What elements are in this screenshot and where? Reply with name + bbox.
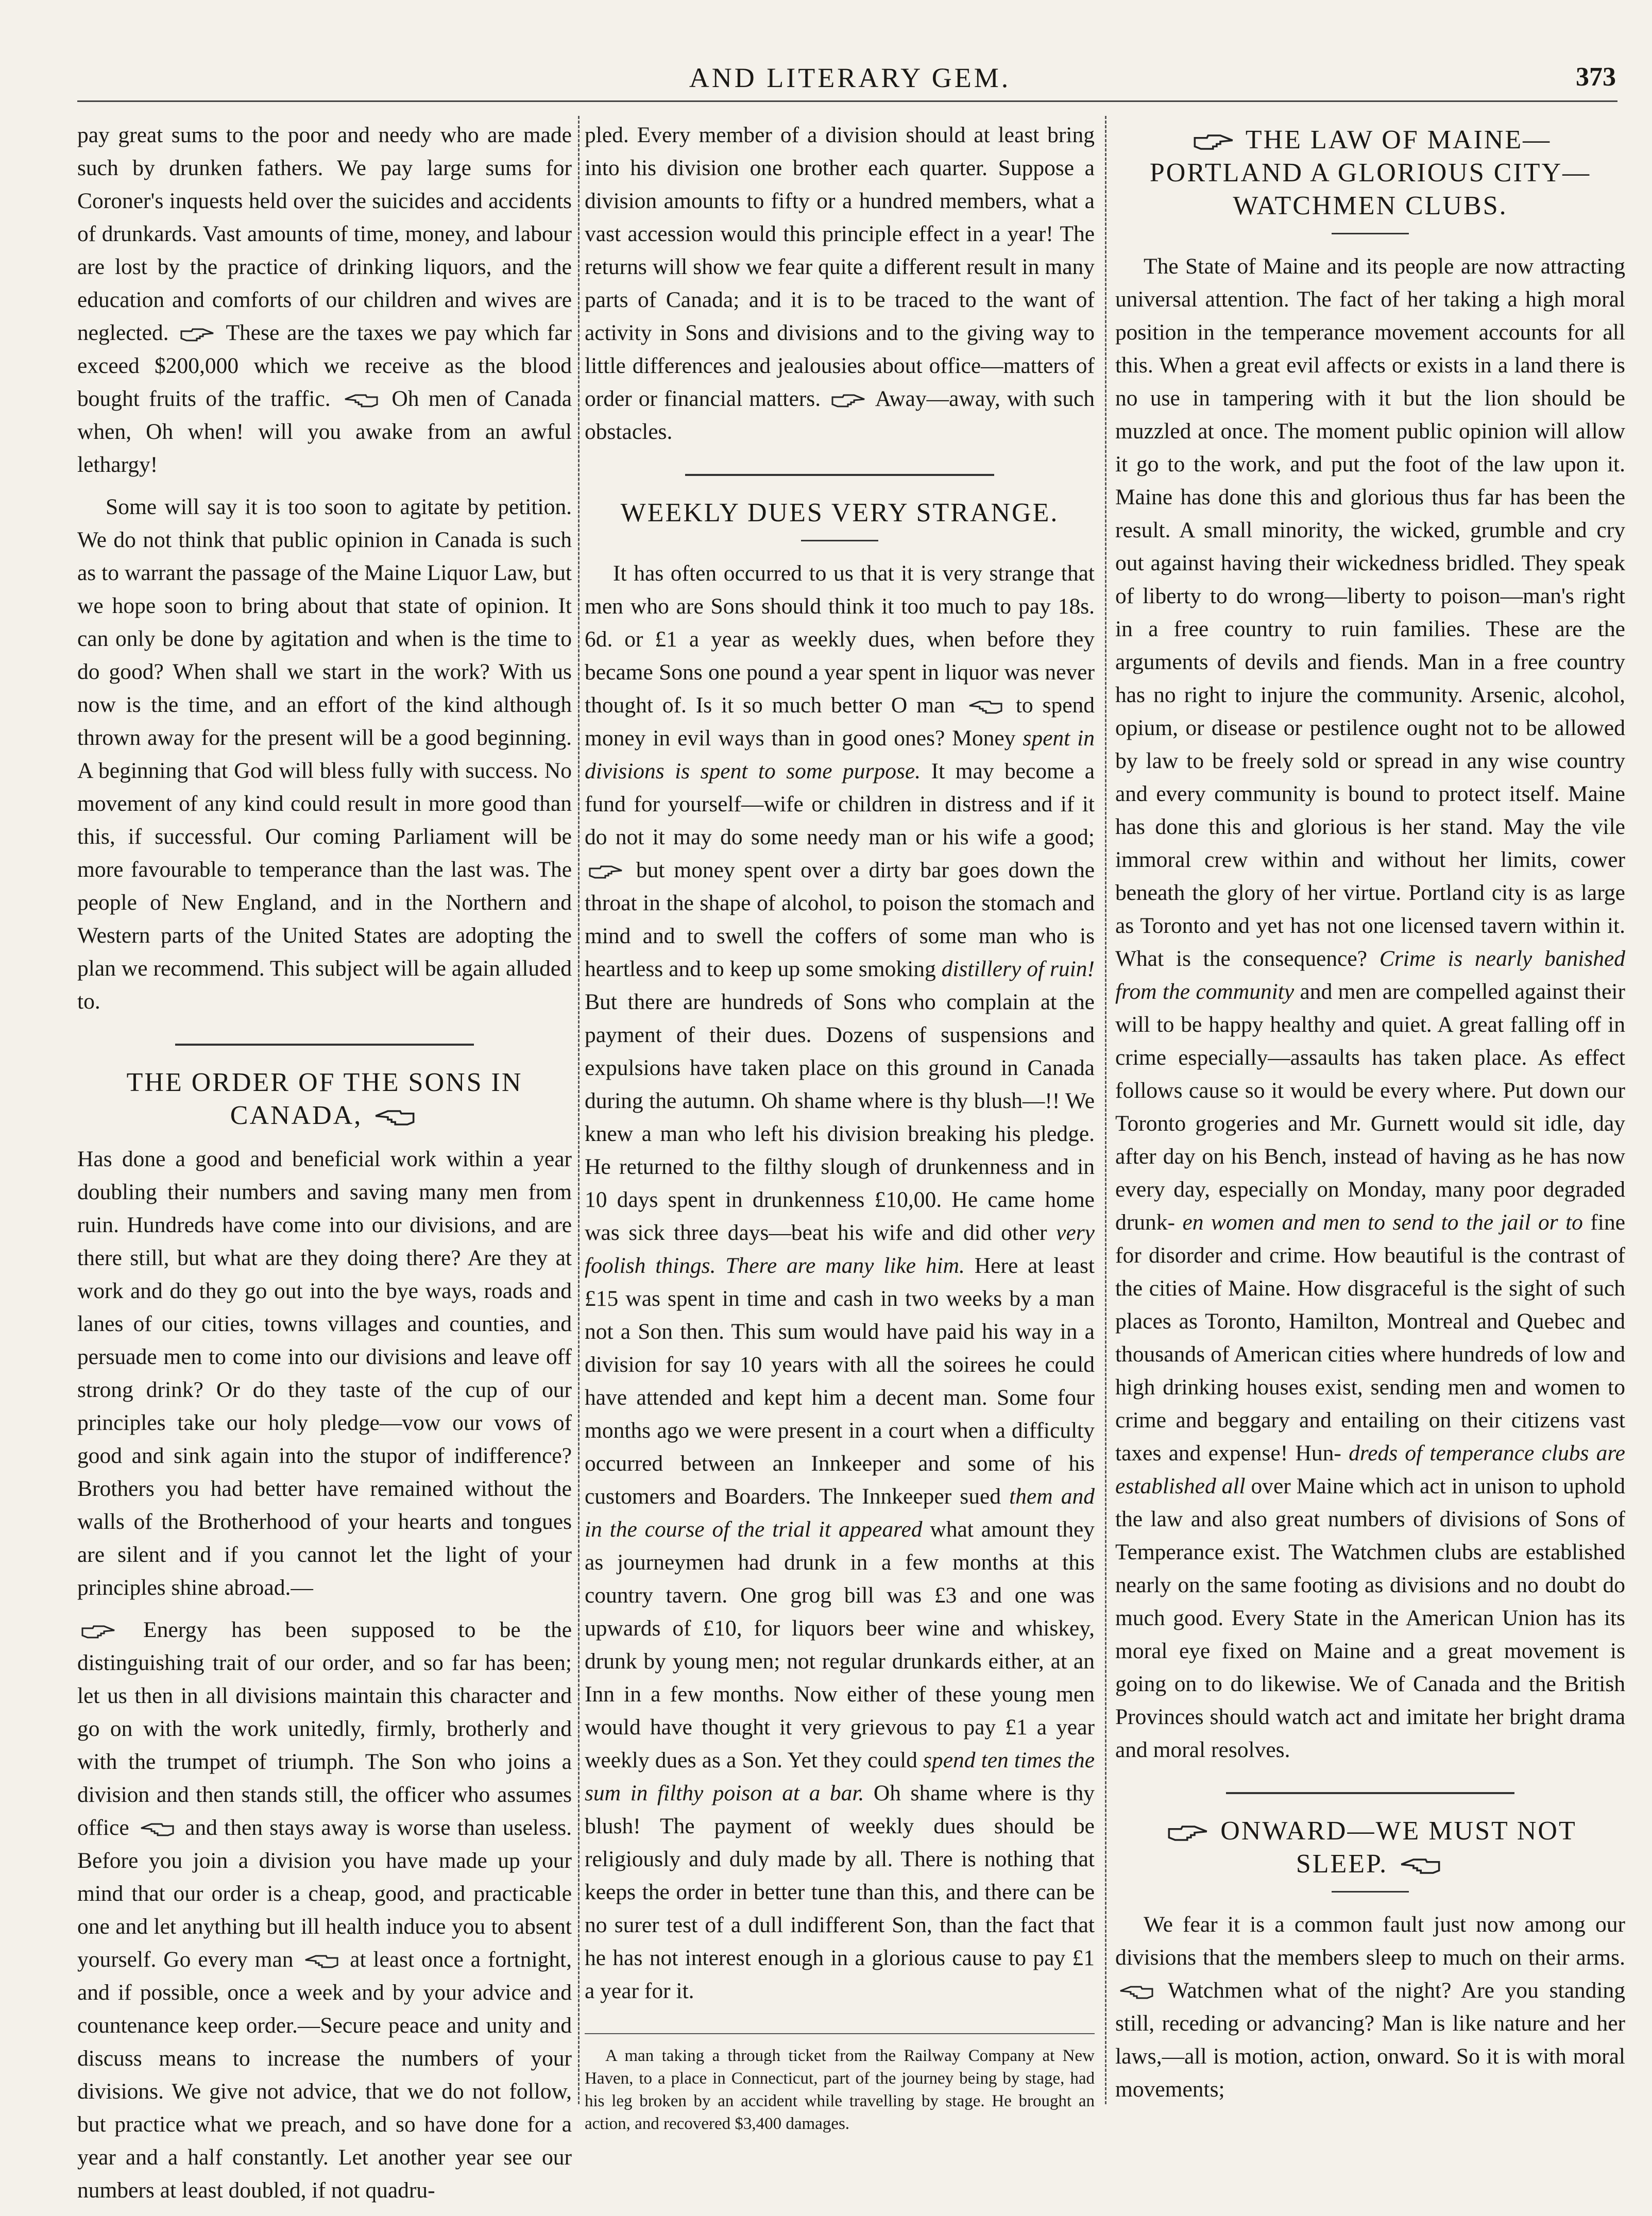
text-run: over Maine which act in unison to uphold the law and also great numbers of divisions of Sons of Temperance exist. The Watchmen clubs are established nearly on the same footing as divisions and no doubt do much good. Every State in the American Union has its moral eye fixed on Maine and a great movement is going on to do likewise. We of Canada and the British Provinces should watch act and imitate her bright drama and moral resolves. xyxy=(1115,1474,1626,1762)
text-run: It may become a fund for yourself—wife or children in distress and if it do not it may do some needy man or his wife a good; xyxy=(585,759,1095,849)
pointing-hand-left-icon xyxy=(1119,1985,1153,2000)
column-3 xyxy=(1115,118,1625,2115)
text-run: pay great sums to the poor and needy who are made such by drunken fathers. We pay large sums for Coroner's inquests held over the suicides and accidents of drunkards. Vast amounts of time, money, and labour are lost by the practice of drinking liquors, and the education and comforts of our children and wives are neglected. xyxy=(77,123,572,345)
text-run: and men are compelled against their will to be happy healthy and quiet. A great falling off in crime especially—assaults has taken place. As effect follows cause so it would be every where. Put down our Toronto grogeries and Mr. Gurnett would sit idle, day after day on his Bench, instead of having as he has now every day, especially on Monday, many poor degraded drunk- xyxy=(1115,979,1625,1235)
page-number: 373 xyxy=(1576,62,1616,92)
footnote: A man taking a through ticket from the Railway Company at New Haven, to a place in Connecticut, part of the journey being by stage, had his leg broken by an accident while travelling by stage. He brought an action, and recovered $3,400 damages. xyxy=(585,2047,1095,2133)
text-run: to spend money in evil ways than in good ones? Money xyxy=(585,693,1095,751)
text-run: It has often occurred to us that it is very strange that men who are Sons should think it too much to pay 18s. 6d. or £1 a year as weekly dues, when before they became Sons one pound a year spent in liquor was never thought of. Is it so much better O man xyxy=(585,561,1095,718)
italic-run: Crime is nearly banished from the community xyxy=(1115,946,1625,1004)
paragraph xyxy=(585,118,1095,448)
italic-run: spent in divisions is spent to some purpose. xyxy=(585,726,1095,783)
italic-run: dreds of temperance clubs are established all xyxy=(1115,1441,1625,1498)
footnote-rule xyxy=(585,2033,1095,2034)
italic-run: them and in the course of the trial it appeared xyxy=(585,1484,1095,1542)
text-run: Oh shame where is thy blush! The payment of weekly dues should be religiously and duly made by all. There is nothing that keeps the order in better tune than this, and there can be no surer test of a dull indifferent Son, than the fact that he has not interest enough in a glorious cause to pay £1 a year for it. xyxy=(585,1781,1095,2003)
section-rule xyxy=(685,474,994,476)
pointing-hand-left-icon xyxy=(374,1109,415,1127)
column-divider-2 xyxy=(1105,116,1106,2104)
heading-text: ONWARD—WE MUST NOT SLEEP. xyxy=(1220,1816,1577,1879)
pointing-hand-right-icon xyxy=(589,864,623,880)
text-run: what amount they as journeymen had drunk in a few months at this country tavern. One grog bill was £3 and one was upwards of £10, for liquors beer wine and whiskey, drunk by young men; not regular drunkards either, at an Inn in a few months. Now either of these young men would have thought it very grievous to pay £1 a year weekly dues as a Son. Yet they could xyxy=(585,1517,1095,1772)
italic-run: spend ten times the sum in filthy poison at a bar. xyxy=(585,1748,1095,1805)
text-run: at least once a fortnight, and if possible, once a week and by your advice and countenance keep order.—Secure peace and unity and discuss means to increase the numbers of your divisions. We give not advice, that we do not follow, but practice what we preach, and so have done for a year and a half constantly. Let another year see our numbers at least doubled, if not quadru- xyxy=(77,1947,572,2203)
section-rule xyxy=(1226,1792,1514,1794)
section-rule xyxy=(175,1044,474,1046)
paragraph xyxy=(77,118,572,481)
pointing-hand-left-icon xyxy=(968,700,1002,715)
text-run: We fear it is a common fault just now among our divisions that the members sleep to much on their arms. xyxy=(1115,1912,1625,1970)
text-run: but money spent over a dirty bar goes down the throat in the shape of alcohol, to poison the stomach and mind and to swell the coffers of some man who is heartless and to keep up some smoking xyxy=(585,858,1095,981)
text-run: fine for disorder and crime. How beautiful is the contrast of the cities of Maine. How disgraceful is the sight of such places as Toronto, Hamilton, Montreal and Quebec and thousands of American cities where hundreds of low and high drinking houses exist, sending men and women to crime and beggary and entailing on their citizens vast taxes and expense! Hun- xyxy=(1115,1210,1626,1465)
paragraph: Some will say it is too soon to agitate by petition. We do not think that public opinion in Canada is such as to warrant the passage of the Maine Liquor Law, but we hope soon to bring about that state of opinion. It can only be done by agitation and when is the time to do good? When shall we start in the work? With us now is the time, and an effort of the kind although thrown away for the present will be a good beginning. A beginning that God will bless fully with success. No movement of any kind could result in more good than this, if successful. Our coming Parliament will be more favourable to temperance than the last was. The people of New England, and in the Northern and Western parts of the United States are adopting the plan we recommend. This subject will be again alluded to. xyxy=(77,495,572,1014)
text-run: Energy has been supposed to be the distinguishing trait of our order, and so far has been; let us then in all divisions maintain this character and go on with the work unitedly, firmly, brotherly and with the trumpet of triumph. The Son who joins a division and then stands still, the officer who assumes office xyxy=(77,1617,572,1840)
text-run: These are the taxes we pay which far exceed $200,000 which we receive as the blood bought fruits of the traffic. xyxy=(77,320,572,411)
text-run: pled. Every member of a division should at least bring into his division one brother each quarter. Suppose a division amounts to fifty or a hundred members, what a vast accession would this principle effect in a year! The returns will show we fear quite a different result in many parts of Canada; and it is to be traced to the want of activity in Sons and divisions and to the giving way to little differences and jealousies about office—matters of order or financial matters. xyxy=(585,123,1095,411)
pointing-hand-right-icon xyxy=(1194,133,1234,151)
italic-run: distillery of ruin! xyxy=(941,957,1095,981)
pointing-hand-left-icon xyxy=(344,393,378,408)
column-2 xyxy=(585,118,1095,2135)
paragraph xyxy=(1115,250,1625,1766)
text-run: Watchmen what of the night? Are you standing still, receding or advancing? Man is like nature and her laws,—all is motion, action, onward. So it is with moral movements; xyxy=(1115,1978,1625,2102)
paragraph xyxy=(585,557,1095,2007)
paragraph xyxy=(77,1613,572,2207)
text-run: The State of Maine and its people are now attracting universal attention. The fact of her taking a high moral position in the temperance movement accounts for all this. When a great evil affects or exists in a land there is no use in tampering with it but the lion should be muzzled at once. The moment public opinion will allow it go to the work, and put the foot of the law upon it. Maine has done this and glorious thus far has been the result. A small minority, the wicked, grumble and cry out against having their wickedness bridled. They speak of liberty to do wrong—liberty to poison—man's right in a free country to ruin families. These are the arguments of devils and fiends. Man in a free country has no right to injure the community. Arsenic, alcohol, opium, or disease or pestilence ought not to be allowed by law to be freely sold or spread in any wise country and every community is bound to protect itself. Maine has done this and glorious is her stand. May the vile immoral crew within and without her limits, cower beneath the glory of her virtue. Portland city is as large as Toronto and yet has not one licensed tavern within it. What is the consequence? xyxy=(1115,254,1625,971)
heading-rule xyxy=(1332,1891,1409,1893)
pointing-hand-right-icon xyxy=(1168,1824,1208,1843)
section-heading: WEEKLY DUES VERY STRANGE. xyxy=(620,498,1059,527)
italic-run: en women and men to send to the jail or to xyxy=(1182,1210,1583,1235)
column-1 xyxy=(77,118,572,2216)
italic-run: very foolish things. There are many like him. xyxy=(585,1220,1095,1278)
pointing-hand-left-icon xyxy=(140,1822,174,1837)
column-divider-1 xyxy=(578,116,580,2104)
pointing-hand-left-icon xyxy=(1400,1857,1440,1876)
text-run: But there are hundreds of Sons who complain at the payment of their dues. Dozens of suspensions and expulsions have taken place on this ground in Canada during the autumn. Oh shame where is thy blush—!! We knew a man who left his division breaking his pledge. He returned to the filthy slough of drunkenness and in 10 days spent in drunkenness £10,00. He came home was sick three days—beat his wife and did other xyxy=(585,990,1095,1245)
heading-rule xyxy=(801,540,878,541)
pointing-hand-right-icon xyxy=(81,1624,115,1640)
running-head: AND LITERARY GEM. xyxy=(689,62,1011,93)
heading-text: THE ORDER OF THE SONS IN CANADA, xyxy=(126,1068,523,1130)
text-run: Oh men of Canada when, Oh when! will you awake from an awful lethargy! xyxy=(77,386,572,477)
text-run: and then stays away is worse than useless. Before you join a division you have made up your mind that our order is a cheap, good, and practicable one and let anything but ill health induce you to absent yourself. Go every man xyxy=(77,1815,572,1972)
section-heading xyxy=(1115,124,1625,223)
heading-text: THE LAW OF MAINE—PORTLAND A GLORIOUS CITY—WATCHMEN CLUBS. xyxy=(1149,125,1591,220)
text-run: Here at least £15 was spent in time and cash in two weeks by a man not a Son then. This sum would have paid his way in a division for say 10 years with all the soirees he could have attended and kept him a decent man. Some four months ago we were present in a court when a difficulty occurred between an Innkeeper and some of his customers and Boarders. The Innkeeper sued xyxy=(585,1253,1095,1509)
text-run: Away—away, with such obstacles. xyxy=(585,386,1095,444)
pointing-hand-left-icon xyxy=(304,1954,338,1969)
section-heading xyxy=(1115,1815,1625,1881)
paragraph xyxy=(1115,1908,1625,2106)
heading-rule xyxy=(1332,233,1409,234)
section-heading xyxy=(77,1066,572,1132)
paragraph: Has done a good and beneficial work within a year doubling their numbers and saving many men from ruin. Hundreds have come into our divisions, and are there still, but what are they doing there? Are they at work and do they go out into the bye ways, roads and lanes of our cities, towns villages and counties, and persuade men to come into our divisions and leave off strong drink? Or do they taste of the cup of our principles take our holy pledge—vow our vows of good and sink again into the stupor of indifference? Brothers you had better have remained without the walls of the Brotherhood of your hearts and tongues are silent and if you cannot let the light of your principles shine abroad.— xyxy=(77,1147,572,1600)
pointing-hand-right-icon xyxy=(180,327,214,343)
pointing-hand-right-icon xyxy=(831,393,865,408)
header-rule xyxy=(77,100,1617,102)
